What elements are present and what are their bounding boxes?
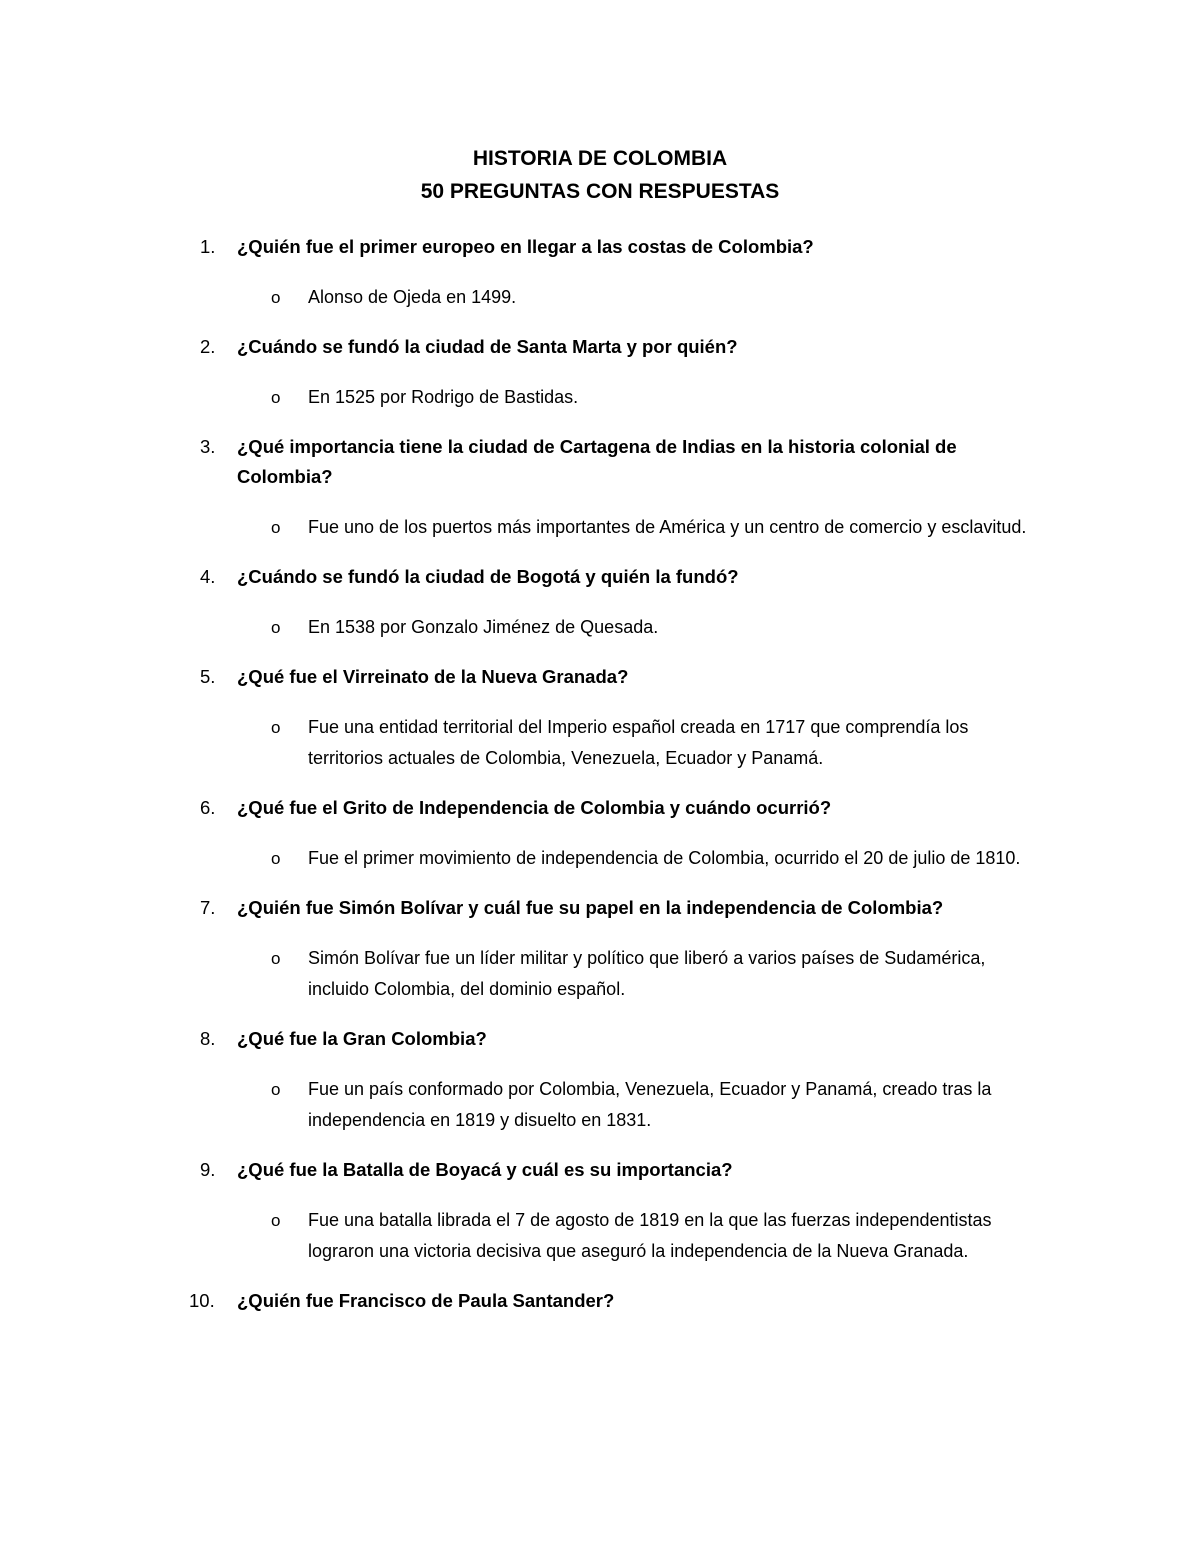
answer-7 — [271, 943, 1028, 1005]
answer-text: En 1525 por Rodrigo de Bastidas. — [308, 387, 579, 407]
answer-9 — [271, 1205, 1028, 1267]
answer-8 — [271, 1074, 1028, 1136]
question-number: 8. — [200, 1028, 216, 1049]
bullet-icon: o — [271, 518, 281, 537]
document-title — [0, 142, 1200, 208]
title-line-2: 50 PREGUNTAS CON RESPUESTAS — [420, 180, 780, 203]
bullet-icon: o — [271, 618, 281, 637]
bullet-icon: o — [271, 949, 281, 968]
question-list — [0, 232, 1200, 1336]
title-line-1: HISTORIA DE COLOMBIA — [472, 147, 728, 170]
question-number: 5. — [200, 666, 216, 687]
answer-4 — [271, 612, 1028, 643]
answer-1 — [271, 282, 1028, 313]
question-text: ¿Qué fue el Grito de Independencia de Colombia y cuándo ocurrió? — [237, 797, 832, 818]
question-4 — [200, 562, 1017, 592]
question-text: ¿Quién fue el primer europeo en llegar a las costas de Colombia? — [237, 236, 814, 257]
question-1 — [200, 232, 1017, 262]
question-number: 9. — [200, 1159, 216, 1180]
question-text: ¿Qué fue el Virreinato de la Nueva Granada? — [237, 666, 629, 687]
question-text: ¿Qué fue la Batalla de Boyacá y cuál es su importancia? — [237, 1159, 733, 1180]
question-number: 4. — [200, 566, 216, 587]
answer-text: En 1538 por Gonzalo Jiménez de Quesada. — [308, 617, 659, 637]
bullet-icon: o — [271, 288, 281, 307]
bullet-icon: o — [271, 388, 281, 407]
question-number: 6. — [200, 797, 216, 818]
question-number: 7. — [200, 897, 216, 918]
question-6 — [200, 793, 1017, 823]
answer-3 — [271, 512, 1028, 543]
answer-text: Fue uno de los puertos más importantes de América y un centro de comercio y esclavitud. — [308, 517, 1027, 537]
question-number: 3. — [200, 436, 216, 457]
question-number: 10. — [189, 1290, 215, 1311]
question-7 — [200, 893, 1017, 923]
bullet-icon: o — [271, 1080, 281, 1099]
bullet-icon: o — [271, 1211, 281, 1230]
answer-text: Alonso de Ojeda en 1499. — [308, 287, 517, 307]
question-text: ¿Cuándo se fundó la ciudad de Santa Marta y por quién? — [237, 336, 738, 357]
question-text: ¿Quién fue Simón Bolívar y cuál fue su papel en la independencia de Colombia? — [237, 897, 944, 918]
question-2 — [200, 332, 1017, 362]
bullet-icon: o — [271, 718, 281, 737]
question-number: 1. — [200, 236, 216, 257]
answer-text: Fue el primer movimiento de independencia de Colombia, ocurrido el 20 de julio de 1810. — [308, 848, 1021, 868]
answer-2 — [271, 382, 1028, 413]
answer-text: Fue un país conformado por Colombia, Venezuela, Ecuador y Panamá, creado tras la independencia en 1819 y disuelto en 1831. — [308, 1079, 992, 1130]
question-5 — [200, 662, 1017, 692]
question-3 — [200, 432, 1017, 492]
question-9 — [200, 1155, 1017, 1185]
answer-text: Simón Bolívar fue un líder militar y político que liberó a varios países de Sudamérica, incluido Colombia, del dominio español. — [308, 948, 986, 999]
answer-6 — [271, 843, 1028, 874]
question-text: ¿Qué importancia tiene la ciudad de Cartagena de Indias en la historia colonial de Colombia? — [237, 436, 957, 487]
answer-5 — [271, 712, 1028, 774]
answer-text: Fue una entidad territorial del Imperio español creada en 1717 que comprendía los territorios actuales de Colombia, Venezuela, Ecuador y Panamá. — [308, 717, 969, 768]
question-10 — [189, 1286, 1017, 1316]
question-8 — [200, 1024, 1017, 1054]
question-text: ¿Qué fue la Gran Colombia? — [237, 1028, 487, 1049]
question-text: ¿Cuándo se fundó la ciudad de Bogotá y quién la fundó? — [237, 566, 739, 587]
question-text: ¿Quién fue Francisco de Paula Santander? — [237, 1290, 615, 1311]
bullet-icon: o — [271, 849, 281, 868]
question-number: 2. — [200, 336, 216, 357]
answer-text: Fue una batalla librada el 7 de agosto de 1819 en la que las fuerzas independentistas lograron una victoria decisiva que aseguró la independencia de la Nueva Granada. — [308, 1210, 992, 1261]
